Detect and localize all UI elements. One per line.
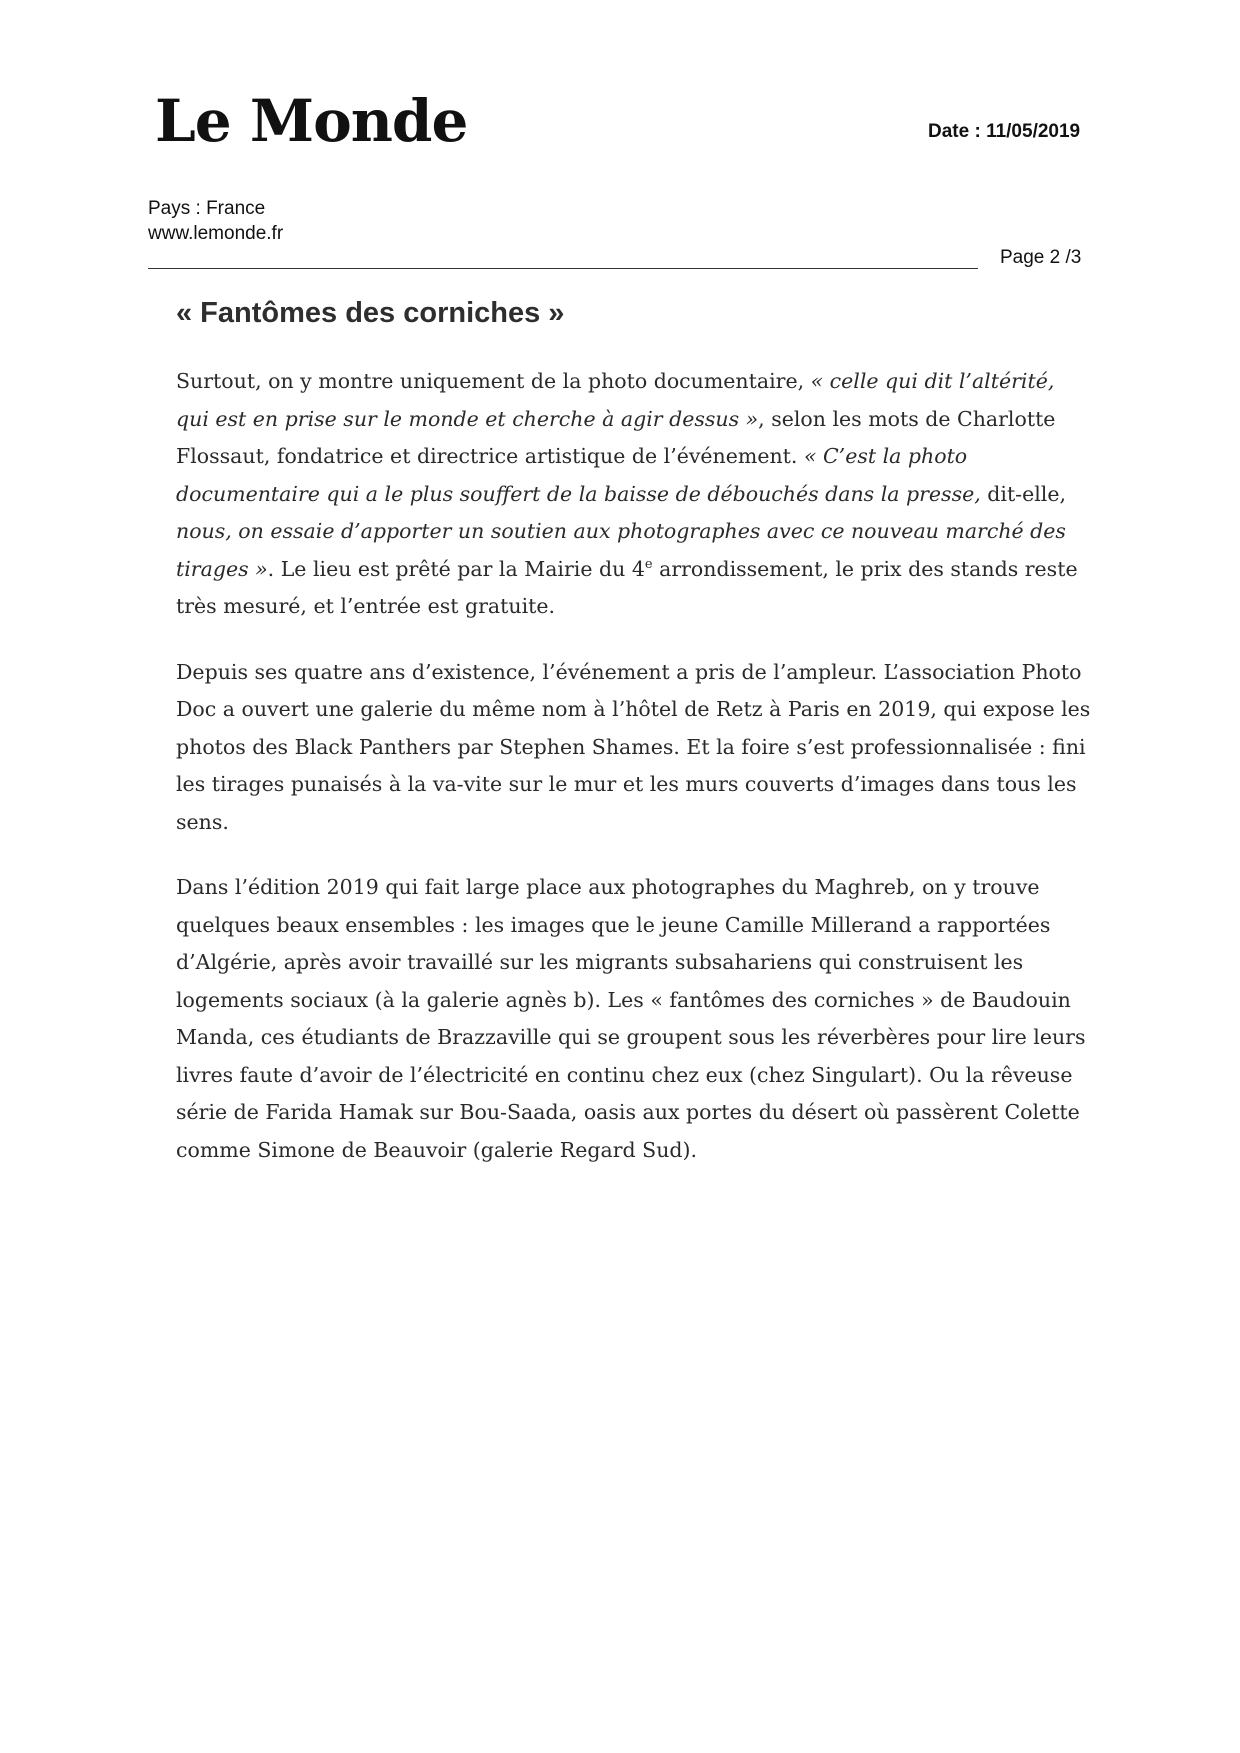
p1-quote-1: « celle qui dit l’altérité, qui est en prise sur le monde et cherche à agir dessus »	[176, 369, 1055, 431]
page-number: Page 2 /3	[1000, 247, 1082, 268]
website-label: www.lemonde.fr	[148, 223, 284, 244]
ordinal-superscript: e	[644, 556, 653, 572]
p1-text-g: . Le lieu est prêté par la Mairie du 4	[267, 556, 645, 581]
article-subheading: « Fantômes des corniches »	[176, 297, 565, 329]
paragraph-2: Depuis ses quatre ans d’existence, l’événement a pris de l’ampleur. L’association Photo Doc a ouvert une galerie du même nom à l’hôtel de Retz à Paris en 2019, qui expose les photos des Black Panthers par Stephen Shames. Et la foire s’est professionnalisée : fini les tirages punaisés à la va-vite sur le mur et les murs couverts d’images dans tous les sens.	[176, 659, 1091, 834]
country-label: Pays : France	[148, 198, 266, 219]
source-meta	[148, 196, 283, 246]
article-body	[176, 363, 1091, 1197]
le-monde-logo: Le Monde	[155, 87, 468, 155]
paragraph-3: Dans l’édition 2019 qui fait large place aux photographes du Maghreb, on y trouve quelques beaux ensembles : les images que le jeune Camille Millerand a rapportées d’Algérie, après avoir travaillé sur les migrants subsahariens qui construisent les logements sociaux (à la galerie agnès b). Les « fantômes des corniches » de Baudouin Manda, ces étudiants de Brazzaville qui se groupent sous les réverbères pour lire leurs livres faute d’avoir de l’électricité en continu chez eux (chez Singulart). Ou la rêveuse série de Farida Hamak sur Bou-Saada, oasis aux portes du désert où passèrent Colette comme Simone de Beauvoir (galerie Regard Sud).	[176, 875, 1086, 1162]
p1-text-a: Surtout, on y montre uniquement de la photo documentaire,	[176, 369, 811, 393]
p1-quote-3: nous, on essaie d’apporter un soutien aux photographes avec ce nouveau marché des tirages »	[176, 519, 1066, 581]
p1-text-e: dit-elle,	[980, 481, 1067, 506]
header-divider	[148, 268, 978, 269]
p1-text-h: arrondissement, le prix des stands reste très mesuré, et l’entrée est gratuite.	[176, 556, 1078, 618]
p1-text-c: , selon les mots de Charlotte Flossaut, fondatrice et directrice artistique de l’événement.	[176, 406, 1056, 468]
publication-date: Date : 11/05/2019	[928, 121, 1081, 142]
paragraph-1	[176, 363, 1091, 626]
p1-quote-2: « C’est la photo documentaire qui a le plus souffert de la baisse de débouchés dans la presse,	[176, 444, 981, 506]
